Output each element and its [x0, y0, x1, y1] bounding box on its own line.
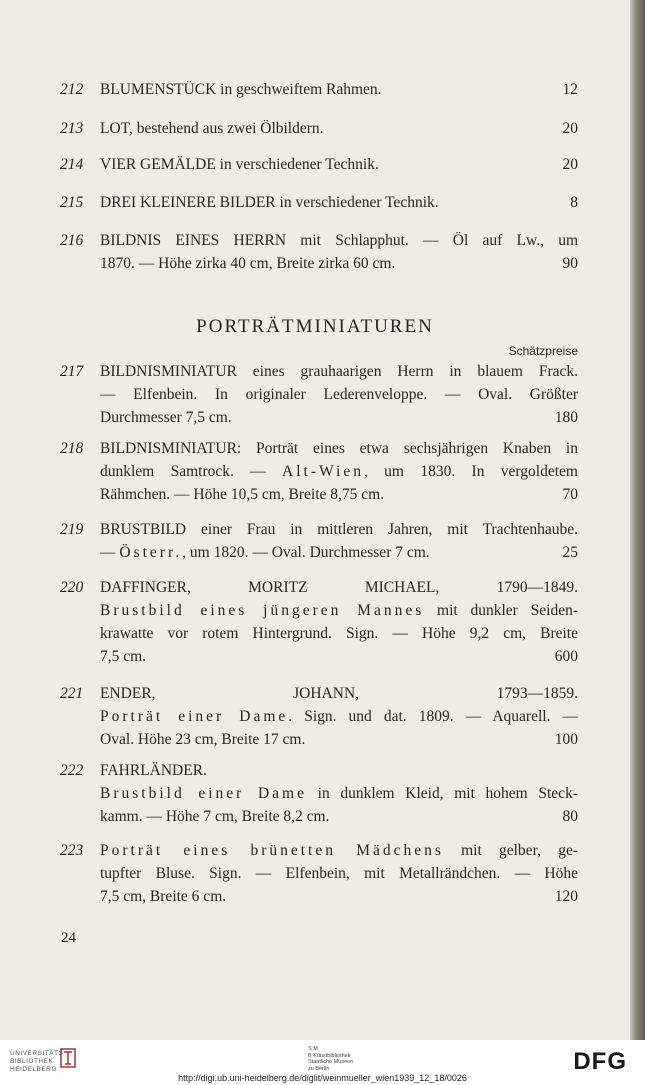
line-text: BILDNISMINIATUR eines grauhaarigen Herrn in blauem Frack.	[100, 363, 578, 380]
line-text: BLUMENSTÜCK in geschweiftem Rahmen.	[100, 81, 382, 98]
catalog-entry	[60, 229, 578, 275]
entry-line	[100, 759, 578, 782]
line-text: DREI KLEINERE BILDER in verschiedener Technik.	[100, 194, 439, 211]
price-column-label: Schätzpreise	[508, 344, 578, 358]
entry-line	[100, 705, 578, 728]
catalog-entry	[60, 117, 578, 140]
line-text: Durchmesser 7,5 cm.	[100, 409, 232, 426]
spaced-emphasis: Brustbild einer Dame	[100, 785, 307, 802]
entry-line	[100, 782, 578, 805]
line-post: . Sign. und dat. 1809. — Aquarell. —	[288, 708, 578, 725]
entry-text	[100, 576, 578, 668]
entry-line	[100, 682, 578, 705]
entry-text	[100, 682, 578, 751]
lot-number: 217	[60, 363, 84, 380]
entry-line	[100, 383, 578, 406]
entry-line	[100, 229, 578, 252]
line-text: krawatte vor rotem Hintergrund. Sign. — Höhe 9,2 cm, Breite	[100, 625, 578, 642]
entry-line	[100, 645, 578, 668]
line-text: 7,5 cm, Breite 6 cm.	[100, 888, 227, 905]
entry-line	[100, 885, 578, 908]
catalog-entry	[60, 576, 578, 668]
lot-number: 220	[60, 579, 84, 596]
spaced-emphasis: Alt-Wien	[282, 463, 364, 480]
entry-line	[100, 805, 578, 828]
spaced-emphasis: Österr.	[119, 544, 183, 561]
page-edge	[630, 0, 645, 1040]
entry-text	[100, 360, 578, 429]
line-text: 7,5 cm.	[100, 648, 147, 665]
line-pre: dunklem Samtrock. —	[100, 463, 283, 480]
line-text	[100, 785, 578, 802]
entry-text	[100, 518, 578, 564]
estimate-price: 180	[554, 409, 578, 426]
catalog-entry	[60, 437, 578, 506]
line-post: in dunklem Kleid, mit hohem Steck-	[307, 785, 578, 802]
entry-line	[100, 360, 578, 383]
footer	[0, 1040, 645, 1085]
page-number: 24	[61, 930, 76, 946]
line-text: kamm. — Höhe 7 cm, Breite 8,2 cm.	[100, 808, 330, 825]
entry-line	[100, 483, 578, 506]
line-text: — Elfenbein. In originaler Lederenveloppe. — Oval. Größter	[100, 386, 578, 403]
entry-line	[100, 622, 578, 645]
university-logo-icon	[60, 1047, 76, 1069]
lot-number: 213	[60, 120, 84, 137]
catalog-entry	[60, 78, 578, 101]
line-text: FAHRLÄNDER.	[100, 762, 207, 779]
line-post: mit gelber, ge-	[443, 842, 578, 859]
line-text	[100, 602, 578, 619]
entry-line	[100, 599, 578, 622]
entry-text	[100, 437, 578, 506]
lot-number: 215	[60, 194, 84, 211]
spaced-emphasis: Porträt eines brünetten Mädchens	[100, 842, 444, 859]
lot-number: 221	[60, 685, 84, 702]
line-post: , um 1830. In vergoldetem	[363, 463, 578, 480]
catalog-entry	[60, 682, 578, 751]
entry-line	[100, 728, 578, 751]
source-url[interactable]: http://digi.ub.uni-heidelberg.de/diglit/weinmueller_wien1939_12_18/0026	[178, 1073, 467, 1083]
line-text: BILDNIS EINES HERRN mit Schlapphut. — Öl auf Lw., um	[100, 232, 578, 249]
entry-line	[100, 252, 578, 275]
entry-line	[100, 576, 578, 599]
entry-line	[100, 862, 578, 885]
line-pre: —	[100, 544, 120, 561]
section-title: PORTRÄTMINIATUREN	[196, 316, 434, 337]
line-text: tupfter Bluse. Sign. — Elfenbein, mit Metallrändchen. — Höhe	[100, 865, 578, 882]
entry-line	[100, 460, 578, 483]
line-post: mit dunkler Seiden-	[424, 602, 578, 619]
estimate-price: 70	[562, 486, 578, 503]
line-text	[100, 463, 578, 480]
lot-number: 216	[60, 232, 84, 249]
entry-line	[100, 541, 578, 564]
estimate-price: 120	[554, 888, 578, 905]
spaced-emphasis: Porträt einer Dame	[100, 708, 289, 725]
line-text: LOT, bestehend aus zwei Ölbildern.	[100, 120, 324, 137]
estimate-price: 12	[562, 81, 578, 98]
entry-line	[100, 406, 578, 429]
estimate-price: 20	[562, 156, 578, 173]
line-text	[100, 842, 578, 859]
lot-number: 219	[60, 521, 84, 538]
line-text: BRUSTBILD einer Frau in mittleren Jahren, mit Trachtenhaube.	[100, 521, 578, 538]
line-text: Oval. Höhe 23 cm, Breite 17 cm.	[100, 731, 306, 748]
museum-stamp: S M B Kunstbibliothek Staatliche Museen zu Berlin	[308, 1046, 354, 1072]
dfg-logo: DFG	[573, 1048, 627, 1075]
catalog-entry	[60, 153, 578, 176]
entry-line	[100, 437, 578, 460]
lot-number: 214	[60, 156, 84, 173]
entry-text	[100, 759, 578, 828]
spaced-emphasis: Brustbild eines jüngeren Mannes	[100, 602, 425, 619]
entry-text	[100, 153, 578, 176]
estimate-price: 100	[554, 731, 578, 748]
estimate-price: 90	[562, 255, 578, 272]
lot-number: 218	[60, 440, 84, 457]
catalog-entry	[60, 191, 578, 214]
estimate-price: 8	[570, 194, 578, 211]
entry-line	[100, 839, 578, 862]
university-label: UNIVERSITÄTS BIBLIOTHEK HEIDELBERG	[10, 1050, 64, 1073]
entry-line	[100, 518, 578, 541]
catalog-entry	[60, 759, 578, 828]
line-post: , um 1820. — Oval. Durchmesser 7 cm.	[182, 544, 430, 561]
entry-line	[100, 153, 578, 176]
line-text: 1870. — Höhe zirka 40 cm, Breite zirka 60 cm.	[100, 255, 396, 272]
lot-number: 212	[60, 81, 84, 98]
catalog-entry	[60, 518, 578, 564]
lot-number: 223	[60, 842, 84, 859]
entry-line	[100, 78, 578, 101]
line-text	[100, 708, 578, 725]
line-text: VIER GEMÄLDE in verschiedener Technik.	[100, 156, 379, 173]
catalog-entry	[60, 360, 578, 429]
lot-number: 222	[60, 762, 84, 779]
entry-text	[100, 839, 578, 908]
catalog-entry	[60, 839, 578, 908]
entry-line	[100, 191, 578, 214]
entry-text	[100, 78, 578, 101]
line-text: Rähmchen. — Höhe 10,5 cm, Breite 8,75 cm.	[100, 486, 385, 503]
entry-text	[100, 191, 578, 214]
entry-line	[100, 117, 578, 140]
line-text	[100, 541, 430, 564]
estimate-price: 20	[562, 120, 578, 137]
estimate-price: 80	[562, 808, 578, 825]
entry-text	[100, 229, 578, 275]
line-text: ENDER, JOHANN, 1793—1859.	[100, 685, 578, 702]
estimate-price: 25	[562, 544, 578, 561]
line-text: BILDNISMINIATUR: Porträt eines etwa sechsjährigen Knaben in	[100, 440, 578, 457]
line-text: DAFFINGER, MORITZ MICHAEL, 1790—1849.	[100, 579, 578, 596]
entry-text	[100, 117, 578, 140]
estimate-price: 600	[554, 648, 578, 665]
